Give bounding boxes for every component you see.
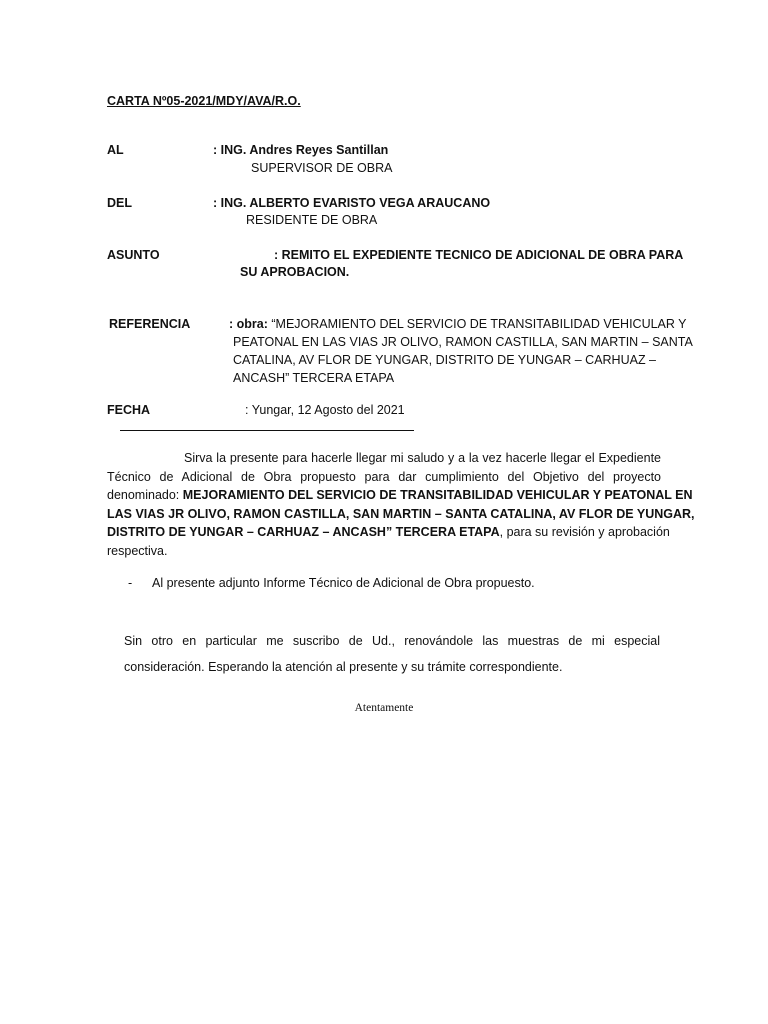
subject-line-2: SU APROBACION. (240, 265, 350, 279)
from-role: RESIDENTE DE OBRA (246, 213, 378, 227)
from-name: : ING. ALBERTO EVARISTO VEGA ARAUCANO (213, 196, 491, 210)
reference-line-4: ANCASH” TERCERA ETAPA (233, 371, 395, 385)
letter-title: CARTA Nº05-2021/MDY/AVA/R.O. (107, 94, 301, 108)
to-role: SUPERVISOR DE OBRA (251, 161, 393, 175)
closing-line-2: consideración. Esperando la atención al presente y su trámite correspondiente. (124, 660, 563, 674)
bullet-dash: - (128, 576, 133, 590)
body-line-5-bold: DISTRITO DE YUNGAR – CARHUAZ – ANCASH” TERCERA ETAPA (107, 525, 500, 539)
body-line-1: Sirva la presente para hacerle llegar mi saludo y a la vez hacerle llegar el Expediente (184, 451, 661, 465)
body-line-5 (107, 523, 670, 542)
body-line-4: LAS VIAS JR OLIVO, RAMON CASTILLA, SAN MARTIN – SANTA CATALINA, AV FLOR DE YUNGAR, (107, 506, 695, 521)
bullet-text: Al presente adjunto Informe Técnico de Adicional de Obra propuesto. (152, 576, 535, 590)
from-label: DEL (107, 196, 132, 210)
reference-prefix: : obra: (229, 317, 268, 331)
body-line-3-plain: denominado: (107, 488, 183, 502)
reference-line-3: CATALINA, AV FLOR DE YUNGAR, DISTRITO DE YUNGAR – CARHUAZ – (233, 353, 657, 367)
to-label: AL (107, 143, 124, 157)
to-name: : ING. Andres Reyes Santillan (213, 143, 389, 157)
reference-line-1 (229, 317, 687, 331)
subject-label: ASUNTO (107, 248, 160, 262)
reference-line-2: PEATONAL EN LAS VIAS JR OLIVO, RAMON CASTILLA, SAN MARTIN – SANTA (233, 335, 693, 349)
reference-label: REFERENCIA (109, 317, 191, 331)
body-line-2: Técnico de Adicional de Obra propuesto para dar cumplimiento del Objetivo del proyecto (107, 469, 661, 484)
body-line-3 (107, 486, 693, 505)
date-label: FECHA (107, 403, 151, 417)
body-line-5-plain: , para su revisión y aprobación (499, 525, 670, 539)
body-line-6: respectiva. (107, 543, 168, 558)
reference-text-1: “MEJORAMIENTO DEL SERVICIO DE TRANSITABILIDAD VEHICULAR Y (267, 317, 687, 331)
subject-line-1: : REMITO EL EXPEDIENTE TECNICO DE ADICIONAL DE OBRA PARA (274, 248, 684, 262)
date-value: : Yungar, 12 Agosto del 2021 (245, 403, 405, 417)
separator-line (120, 430, 414, 431)
body-line-3-bold: MEJORAMIENTO DEL SERVICIO DE TRANSITABILIDAD VEHICULAR Y PEATONAL EN (182, 488, 693, 502)
body-paragraph (107, 449, 695, 560)
signoff: Atentamente (354, 702, 414, 714)
closing-paragraph (124, 628, 660, 680)
closing-line-1: Sin otro en particular me suscribo de Ud., renovándole las muestras de mi especial (124, 634, 660, 648)
